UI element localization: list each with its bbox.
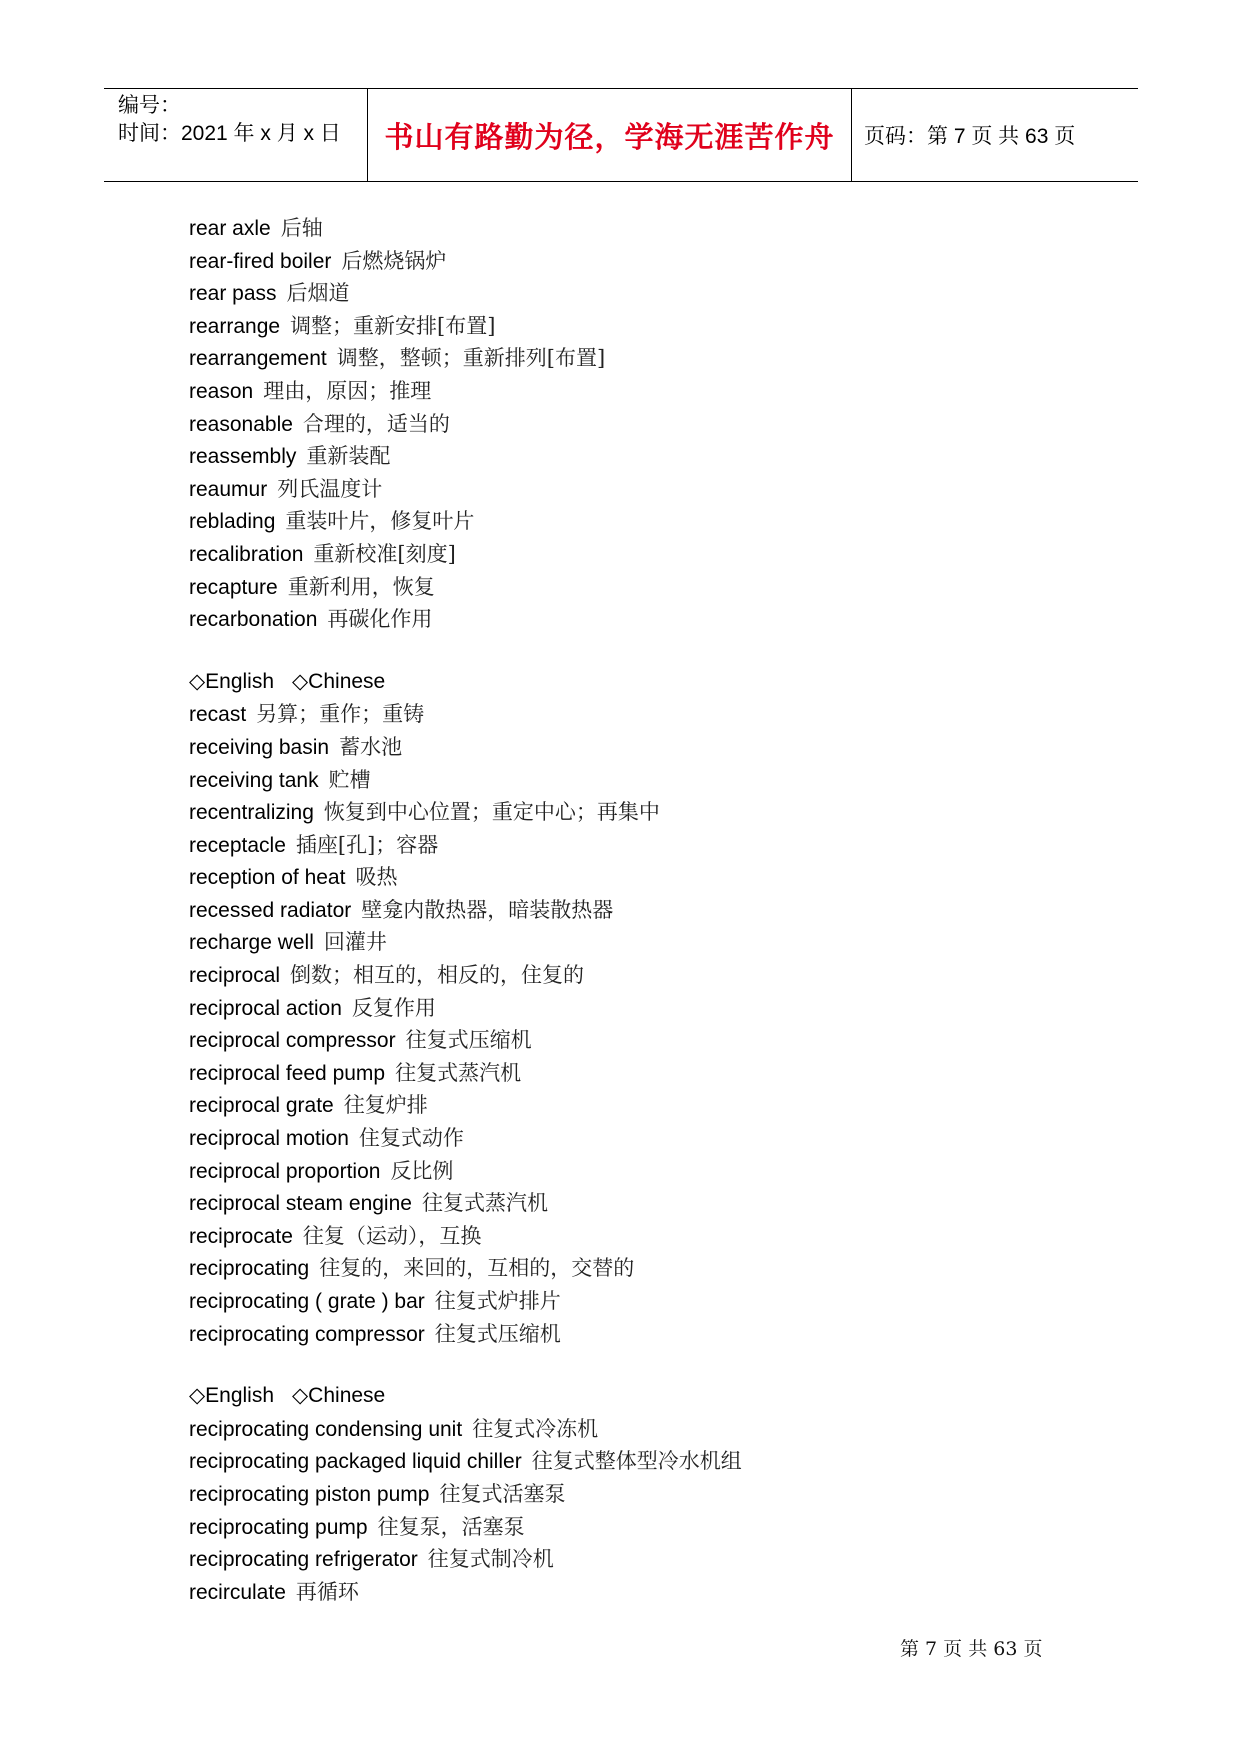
glossary-entry <box>189 408 1089 441</box>
glossary-section-3 <box>189 1413 1089 1609</box>
english-term: recarbonation <box>189 608 318 632</box>
english-term: recentralizing <box>189 801 314 825</box>
chinese-translation: 往复式整体型冷水机组 <box>531 1449 742 1474</box>
english-term: reciprocating condensing unit <box>189 1417 463 1441</box>
glossary-entry <box>189 505 1089 538</box>
english-term: reciprocal grate <box>189 1094 334 1118</box>
number-label: 编号： <box>118 94 181 117</box>
chinese-translation: 往复式压缩机 <box>434 1321 561 1346</box>
chinese-translation: 壁龛内散热器，暗装散热器 <box>361 897 614 922</box>
english-term: reblading <box>189 510 276 534</box>
section-gap <box>189 1350 1089 1380</box>
glossary-entry <box>189 1122 1089 1155</box>
chinese-translation: 往复式蒸汽机 <box>395 1060 522 1085</box>
glossary-entry <box>189 1057 1089 1090</box>
chinese-translation: 插座[孔]；容器 <box>295 832 439 857</box>
section-heading <box>189 1380 1089 1413</box>
time-label: 时间：2021 年 x 月 x 日 <box>118 122 341 145</box>
english-term: reciprocal steam engine <box>189 1192 412 1216</box>
heading-chinese: ◇Chinese <box>292 1384 386 1408</box>
glossary-entry <box>189 375 1089 408</box>
chinese-translation: 列氏温度计 <box>277 476 383 501</box>
glossary-entry <box>189 959 1089 992</box>
english-term: reciprocating ( grate ) bar <box>189 1290 425 1313</box>
page-footer <box>900 1634 1042 1661</box>
header-page-cell <box>852 89 1138 181</box>
english-term: reciprocating <box>189 1257 310 1281</box>
chinese-translation: 理由，原因；推理 <box>263 378 432 403</box>
english-term: reason <box>189 379 254 403</box>
glossary-entry <box>189 894 1089 927</box>
chinese-translation: 重新校准[刻度] <box>313 541 456 566</box>
chinese-translation: 往复式冷冻机 <box>472 1416 599 1441</box>
glossary-entry <box>189 1318 1089 1351</box>
english-term: rearrange <box>189 314 281 338</box>
glossary-entry <box>189 1024 1089 1057</box>
section-gap <box>189 636 1089 666</box>
english-term: reaumur <box>189 477 268 501</box>
glossary-entry <box>189 1478 1089 1511</box>
glossary-entry <box>189 342 1089 375</box>
glossary-entry <box>189 1252 1089 1285</box>
heading-chinese: ◇Chinese <box>292 669 386 693</box>
chinese-translation: 往复（运动），互换 <box>302 1223 482 1248</box>
glossary-content <box>189 212 1089 1608</box>
chinese-translation: 反复作用 <box>351 995 436 1020</box>
glossary-entry <box>189 1089 1089 1122</box>
glossary-entry <box>189 1285 1089 1318</box>
chinese-translation: 合理的，适当的 <box>302 411 450 436</box>
glossary-entry <box>189 1155 1089 1188</box>
english-term: receptacle <box>189 833 286 857</box>
section-heading <box>189 666 1089 699</box>
chinese-translation: 调整，整顿；重新排列[布置] <box>336 346 606 371</box>
chinese-translation: 后轴 <box>280 216 323 240</box>
chinese-translation: 重新利用，恢复 <box>287 574 435 599</box>
chinese-translation: 往复的，来回的，互相的，交替的 <box>319 1256 635 1281</box>
english-term: reciprocal action <box>189 996 342 1020</box>
english-term: recharge well <box>189 931 314 955</box>
chinese-translation: 往复式炉排片 <box>434 1289 561 1313</box>
glossary-entry <box>189 1220 1089 1253</box>
english-term: reception of heat <box>189 866 346 890</box>
chinese-translation: 后燃烧锅炉 <box>341 248 447 273</box>
english-term: recalibration <box>189 542 304 566</box>
chinese-translation: 往复式蒸汽机 <box>421 1191 548 1216</box>
chinese-translation: 住复式动作 <box>358 1126 464 1151</box>
english-term: reassembly <box>189 445 297 469</box>
chinese-translation: 后烟道 <box>286 281 350 306</box>
glossary-entry <box>189 1511 1089 1544</box>
page-header <box>104 88 1138 182</box>
english-term: reciprocating compressor <box>189 1322 425 1346</box>
english-term: rear pass <box>189 282 277 306</box>
motto-text: 书山有路勤为径，学海无涯苦作舟 <box>384 119 835 154</box>
chinese-translation: 倒数；相互的，相反的，住复的 <box>290 963 585 988</box>
english-term: recapture <box>189 575 278 599</box>
glossary-entry <box>189 473 1089 506</box>
heading-english: ◇English <box>189 669 275 693</box>
english-term: recast <box>189 703 247 727</box>
glossary-entry <box>189 1413 1089 1446</box>
english-term: reciprocating piston pump <box>189 1482 430 1506</box>
chinese-translation: 再碳化作用 <box>327 607 433 632</box>
english-term: reciprocating refrigerator <box>189 1548 418 1572</box>
english-term: rear axle <box>189 217 271 240</box>
glossary-entry <box>189 277 1089 310</box>
glossary-entry <box>189 571 1089 604</box>
chinese-translation: 回灌井 <box>323 930 387 955</box>
chinese-translation: 往复式活塞泵 <box>439 1481 566 1506</box>
english-term: reasonable <box>189 412 293 436</box>
glossary-entry <box>189 310 1089 343</box>
chinese-translation: 往复泵，活塞泵 <box>377 1514 525 1539</box>
chinese-translation: 另算；重作；重铸 <box>256 702 425 727</box>
english-term: reciprocal motion <box>189 1127 349 1151</box>
glossary-entry <box>189 603 1089 636</box>
english-term: rear-fired boiler <box>189 249 332 273</box>
glossary-entry <box>189 1543 1089 1576</box>
glossary-entry <box>189 245 1089 278</box>
glossary-section-2 <box>189 698 1089 1350</box>
chinese-translation: 往复式制冷机 <box>427 1547 554 1572</box>
chinese-translation: 再循环 <box>295 1579 359 1604</box>
glossary-entry <box>189 212 1089 245</box>
english-term: reciprocal compressor <box>189 1029 396 1053</box>
english-term: reciprocal proportion <box>189 1159 381 1183</box>
chinese-translation: 重装叶片，修复叶片 <box>285 509 475 534</box>
chinese-translation: 蓄水池 <box>339 734 403 759</box>
glossary-entry <box>189 926 1089 959</box>
glossary-entry <box>189 1576 1089 1609</box>
glossary-entry <box>189 764 1089 797</box>
english-term: receiving tank <box>189 768 319 792</box>
chinese-translation: 贮槽 <box>328 767 371 792</box>
footer-page-number: 第 7 页 共 63 页 <box>900 1638 1043 1660</box>
glossary-entry <box>189 731 1089 764</box>
english-term: reciprocate <box>189 1224 293 1248</box>
english-term: reciprocal feed pump <box>189 1061 386 1085</box>
english-term: reciprocating packaged liquid chiller <box>189 1450 522 1474</box>
glossary-entry <box>189 796 1089 829</box>
english-term: recirculate <box>189 1580 286 1604</box>
heading-english: ◇English <box>189 1384 275 1408</box>
glossary-entry <box>189 992 1089 1025</box>
english-term: receiving basin <box>189 735 330 759</box>
glossary-entry <box>189 1187 1089 1220</box>
glossary-entry <box>189 698 1089 731</box>
chinese-translation: 吸热 <box>355 865 398 890</box>
glossary-entry <box>189 861 1089 894</box>
chinese-translation: 重新装配 <box>306 444 391 469</box>
glossary-section-1 <box>189 212 1089 636</box>
glossary-entry <box>189 1445 1089 1478</box>
english-term: reciprocal <box>189 964 281 988</box>
glossary-entry <box>189 829 1089 862</box>
header-page-label: 页码：第 7 页 共 63 页 <box>864 125 1076 148</box>
english-term: recessed radiator <box>189 898 352 922</box>
chinese-translation: 反比例 <box>390 1158 454 1183</box>
glossary-entry <box>189 538 1089 571</box>
chinese-translation: 恢复到中心位置；重定中心；再集中 <box>323 800 660 825</box>
chinese-translation: 往复式压缩机 <box>405 1028 532 1053</box>
chinese-translation: 往复炉排 <box>343 1093 428 1118</box>
header-meta-cell <box>104 89 368 181</box>
glossary-entry <box>189 440 1089 473</box>
header-motto-cell <box>368 89 852 181</box>
english-term: rearrangement <box>189 347 327 371</box>
chinese-translation: 调整；重新安排[布置] <box>290 313 496 338</box>
english-term: reciprocating pump <box>189 1515 368 1539</box>
